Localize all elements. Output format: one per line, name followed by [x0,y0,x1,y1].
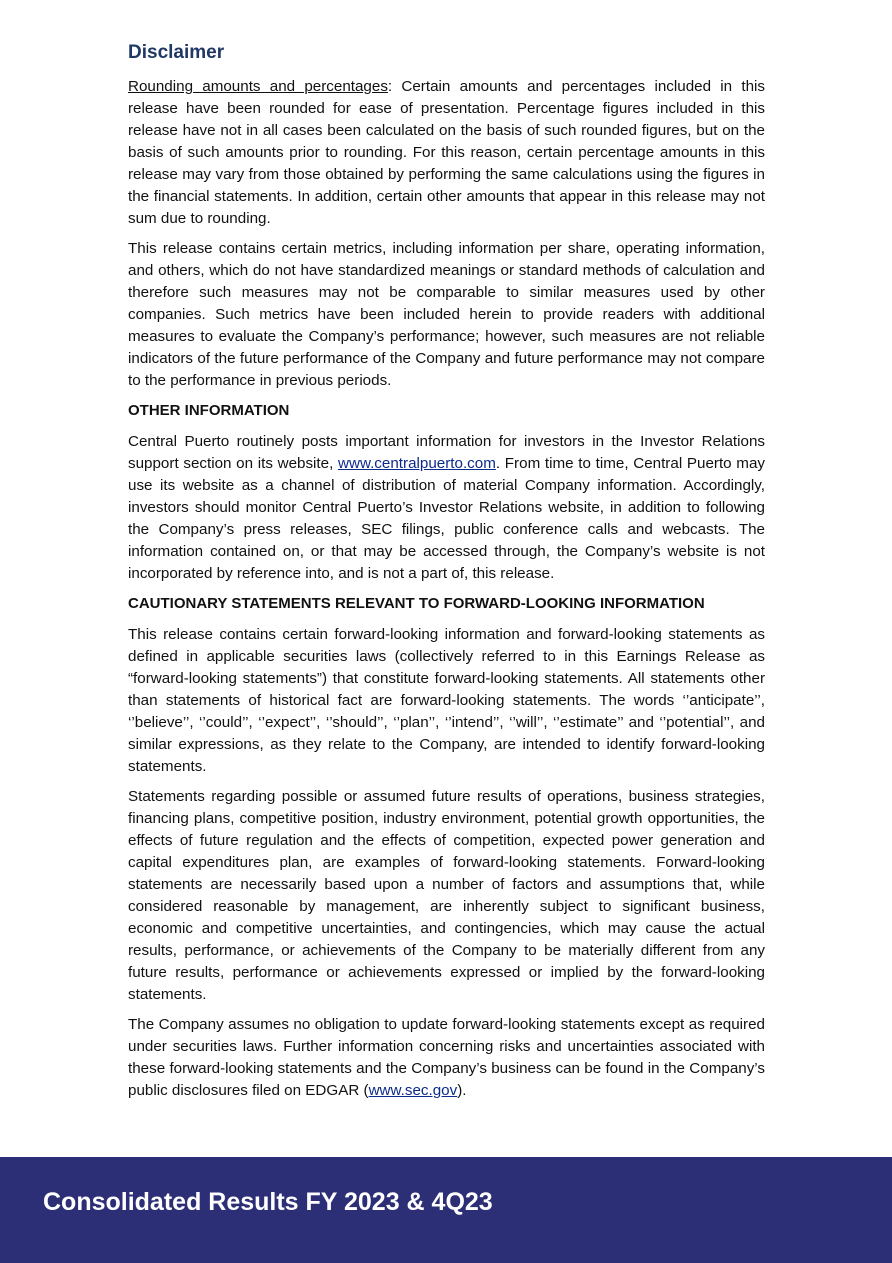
rounding-paragraph [128,76,765,230]
rounding-separator: : [387,78,393,95]
sec-website-link[interactable]: www.sec.gov [368,1082,458,1099]
other-info-text-after-link: . From time to time, Central Puerto may use its website as a channel of distribution of material Company information. Accordingly, investors should monitor Central Puerto’s Investor Relations website, in addition to following the Company’s press releases, SEC filings, public conference calls and webcasts. The information contained on, or that may be accessed through, the Company’s website is not incorporated by reference into, and is not a part of, this release. [128,455,766,582]
section-title-disclaimer: Disclaimer [128,42,225,63]
other-info-text-before-link: Central Puerto routinely posts important information for investors in the Investor Relations support section on its website, [128,433,765,472]
rounding-text: Certain amounts and percentages included in this release have been rounded for ease of presentation. Percentage figures included in this release have not in all cases been calculated on the basis of such rounded figures, but on the basis of such amounts prior to rounding. For this reason, certain percentage amounts in this release may vary from those obtained by performing the same calculations using the figures in the financial statements. In addition, certain other amounts that appear in this release may not sum due to rounding. [128,78,765,227]
centralpuerto-website-link[interactable]: www.centralpuerto.com [338,455,496,472]
cautionary-p3-text-before-link: The Company assumes no obligation to update forward-looking statements except as required under securities laws. Further information concerning risks and uncertainties associated with these forward-looking statements and the Company’s business can be found in the Company’s public disclosures filed on EDGAR ( [128,1016,765,1099]
other-information-paragraph [128,431,765,585]
cautionary-paragraph-2: Statements regarding possible or assumed future results of operations, business strategies, financing plans, competitive position, industry environment, potential growth opportunities, the effects of future regulation and the effects of competition, expected power generation and capital expenditures plan, are examples of forward-looking statements. Forward-looking statements are necessarily based upon a number of factors and assumptions that, while considered reasonable by management, are inherently subject to significant business, economic and competitive uncertainties, and contingencies, which may cause the actual results, performance, or achievements of the Company to be materially different from any future results, performance or achievements expressed or implied by the forward-looking statements. [128,788,765,1003]
footer-title: Consolidated Results FY 2023 & 4Q23 [43,1188,493,1216]
heading-other-information: OTHER INFORMATION [128,402,290,419]
footer-banner [0,1157,892,1263]
cautionary-p3-text-after-link: ). [457,1082,467,1099]
document-body [128,40,765,1110]
metrics-paragraph: This release contains certain metrics, including information per share, operating information, and others, which do not have standardized meanings or standard methods of calculation and therefore such measures may not be comparable to similar measures used by other companies. Such metrics have been included herein to provide readers with additional measures to evaluate the Company’s performance; however, such measures are not reliable indicators of the future performance of the Company and future performance may not compare to the performance in previous periods. [128,240,765,389]
rounding-label: Rounding amounts and percentages [128,78,388,95]
cautionary-paragraph-3 [128,1014,765,1102]
cautionary-paragraph-1: This release contains certain forward-looking information and forward-looking statements as defined in applicable securities laws (collectively referred to in this Earnings Release as “forward-looking statements”) that constitute forward-looking statements. All statements other than statements of historical fact are forward-looking statements. The words ‘’anticipate’’, ‘’believe’’, ‘’could’’, ‘’expect’’, ‘’should’’, ‘’plan’’, ‘’intend’’, ‘’will’’, ‘’estimate’’ and ‘’potential’’, and similar expressions, as they relate to the Company, are intended to identify forward-looking statements. [128,626,765,775]
heading-cautionary-statements: CAUTIONARY STATEMENTS RELEVANT TO FORWARD-LOOKING INFORMATION [128,595,705,612]
